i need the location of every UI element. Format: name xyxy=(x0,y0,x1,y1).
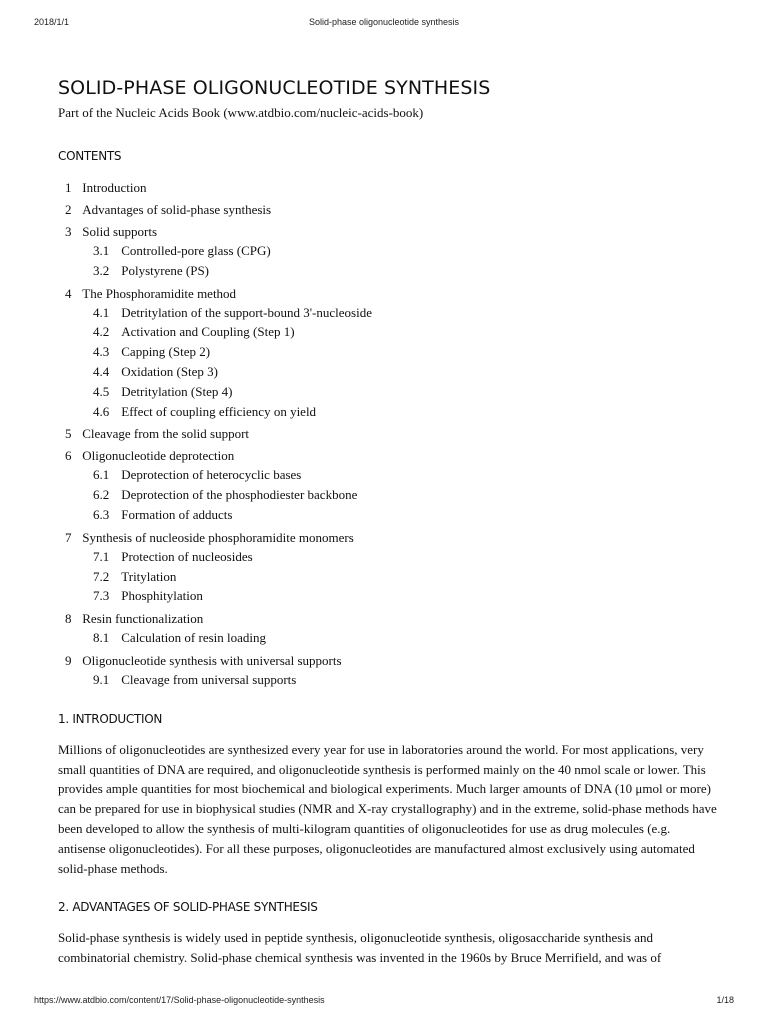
toc-sublist xyxy=(65,547,718,606)
toc-subitem-number: 3.1 xyxy=(93,243,110,258)
advantages-paragraph: Solid-phase synthesis is widely used in peptide synthesis, oligonucleotide synthesis, oligosaccharide synthesis and combinatorial chemistry. Solid-phase chemical synthesis was invented in the 1960s by Bruce Merrifield, and was of xyxy=(58,930,662,966)
toc-subitem[interactable] xyxy=(65,382,718,402)
toc-item[interactable] xyxy=(58,609,718,648)
toc-link[interactable]: Oligonucleotide deprotection xyxy=(82,448,235,464)
toc-link[interactable]: Advantages of solid-phase synthesis xyxy=(82,202,272,217)
toc-sublink[interactable]: Calculation of resin loading xyxy=(121,630,267,646)
page-number: 1/18 xyxy=(716,995,734,1005)
toc-link[interactable]: Oligonucleotide synthesis with universal supports xyxy=(82,652,342,668)
toc-sublink[interactable]: Formation of adducts xyxy=(121,506,233,522)
toc-subitem[interactable] xyxy=(65,241,718,261)
toc-item[interactable] xyxy=(58,284,718,422)
toc-subitem[interactable] xyxy=(65,402,718,422)
toc-sublink[interactable]: Activation and Coupling (Step 1) xyxy=(121,324,295,340)
toc-subitem[interactable] xyxy=(65,586,718,606)
introduction-paragraph: Millions of oligonucleotides are synthesized every year for use in laboratories around the world. For most applications, very small quantities of DNA are required, and oligonucleotide synthesis is performed mainly on the 40 nmol scale or lower. This provides ample quantities for most biochemical and biological experiments. Much larger amounts of DNA (10 μmol or more) can be prepared for use in biophysical studies (NMR and X-ray crystallography) and in the extreme, solid-phase methods have been developed to allow the synthesis of multi-kilogram quantities of oligonucleotides for use as drug molecules (e.g. antisense oligonucleotides). For all these purposes, oligonucleotides are manufactured almost exclusively using automated solid-phase methods. xyxy=(58,741,717,876)
contents-heading: CONTENTS xyxy=(58,149,122,163)
toc-subitem-number: 4.1 xyxy=(93,304,110,320)
toc-sublink[interactable]: Detritylation (Step 4) xyxy=(121,383,233,399)
toc-subitem[interactable] xyxy=(65,303,718,323)
toc-subitem-number: 6.3 xyxy=(93,506,110,522)
toc-sublink[interactable]: Deprotection of heterocyclic bases xyxy=(121,467,302,483)
toc-subitem[interactable] xyxy=(65,485,718,505)
toc-subitem-number: 4.3 xyxy=(93,344,110,360)
toc-sublist xyxy=(65,628,718,648)
toc-subitem[interactable] xyxy=(65,261,718,281)
toc-link[interactable]: Synthesis of nucleoside phosphoramidite monomers xyxy=(82,529,354,545)
toc-sublink[interactable]: Cleavage from universal supports xyxy=(121,671,297,687)
toc-subitem[interactable] xyxy=(65,465,718,485)
toc-sublist xyxy=(65,241,718,281)
toc-sublink[interactable]: Oxidation (Step 3) xyxy=(121,363,219,379)
toc-item[interactable] xyxy=(58,528,718,606)
document-content xyxy=(58,74,718,968)
toc-sublist xyxy=(65,670,718,690)
toc-subitem-number: 7.1 xyxy=(93,548,110,564)
toc-subitem[interactable] xyxy=(65,547,718,567)
toc-item-number: 4 xyxy=(65,285,72,301)
toc-item-number: 7 xyxy=(65,529,72,545)
toc-sublink[interactable]: Detritylation of the support-bound 3'-nucleoside xyxy=(121,304,372,320)
toc-item-number: 2 xyxy=(65,202,72,217)
toc-sublink[interactable]: Polystyrene (PS) xyxy=(121,262,209,278)
toc-link[interactable]: Solid supports xyxy=(82,224,158,239)
toc-item-number: 3 xyxy=(65,224,72,239)
toc-item-number: 6 xyxy=(65,448,72,464)
toc-item[interactable] xyxy=(58,222,718,281)
toc-subitem[interactable] xyxy=(65,670,718,690)
toc-link[interactable]: Cleavage from the solid support xyxy=(82,426,250,442)
toc-link[interactable]: Introduction xyxy=(82,180,147,195)
print-url: https://www.atdbio.com/content/17/Solid-phase-oligonucleotide-synthesis xyxy=(34,995,325,1005)
toc-subitem[interactable] xyxy=(65,567,718,587)
toc-sublink[interactable]: Controlled-pore glass (CPG) xyxy=(121,243,271,258)
toc-subitem-number: 8.1 xyxy=(93,630,110,646)
toc-subitem-number: 7.3 xyxy=(93,588,110,604)
toc-sublink[interactable]: Phosphitylation xyxy=(121,588,203,604)
toc-sublink[interactable]: Protection of nucleosides xyxy=(121,548,253,564)
toc-sublink[interactable]: Tritylation xyxy=(121,568,177,584)
toc-sublist xyxy=(65,465,718,524)
toc-subitem[interactable] xyxy=(65,322,718,342)
table-of-contents xyxy=(58,178,718,690)
toc-subitem-number: 4.5 xyxy=(93,383,110,399)
page-title: SOLID-PHASE OLIGONUCLEOTIDE SYNTHESIS xyxy=(58,77,491,99)
introduction-heading: 1. INTRODUCTION xyxy=(58,711,163,726)
toc-subitem-number: 4.6 xyxy=(93,403,110,419)
toc-item[interactable] xyxy=(58,178,718,197)
toc-sublink[interactable]: Effect of coupling efficiency on yield xyxy=(121,403,317,419)
toc-link[interactable]: Resin functionalization xyxy=(82,611,204,627)
toc-sublink[interactable]: Deprotection of the phosphodiester backbone xyxy=(121,487,358,503)
print-date: 2018/1/1 xyxy=(34,17,70,27)
toc-subitem-number: 7.2 xyxy=(93,568,110,584)
print-title: Solid-phase oligonucleotide synthesis xyxy=(308,17,460,27)
page-subtitle: Part of the Nucleic Acids Book (www.atdbio.com/nucleic-acids-book) xyxy=(58,105,424,120)
toc-subitem-number: 4.4 xyxy=(93,363,110,379)
advantages-heading: 2. ADVANTAGES OF SOLID-PHASE SYNTHESIS xyxy=(58,900,318,915)
toc-subitem-number: 6.2 xyxy=(93,487,110,503)
toc-item-number: 5 xyxy=(65,426,72,442)
toc-subitem[interactable] xyxy=(65,342,718,362)
toc-item-number: 1 xyxy=(65,180,72,195)
toc-subitem-number: 4.2 xyxy=(93,324,110,340)
toc-sublink[interactable]: Capping (Step 2) xyxy=(121,344,211,360)
toc-link[interactable]: The Phosphoramidite method xyxy=(82,285,237,301)
toc-subitem[interactable] xyxy=(65,505,718,525)
toc-item[interactable] xyxy=(58,424,718,443)
toc-item-number: 8 xyxy=(65,611,72,627)
toc-subitem-number: 6.1 xyxy=(93,467,110,483)
toc-subitem[interactable] xyxy=(65,628,718,648)
toc-subitem[interactable] xyxy=(65,362,718,382)
toc-subitem-number: 3.2 xyxy=(93,262,110,278)
toc-item[interactable] xyxy=(58,446,718,524)
toc-item-number: 9 xyxy=(65,652,72,668)
toc-sublist xyxy=(65,303,718,422)
toc-subitem-number: 9.1 xyxy=(93,671,110,687)
toc-item[interactable] xyxy=(58,651,718,690)
toc-item[interactable] xyxy=(58,200,718,219)
